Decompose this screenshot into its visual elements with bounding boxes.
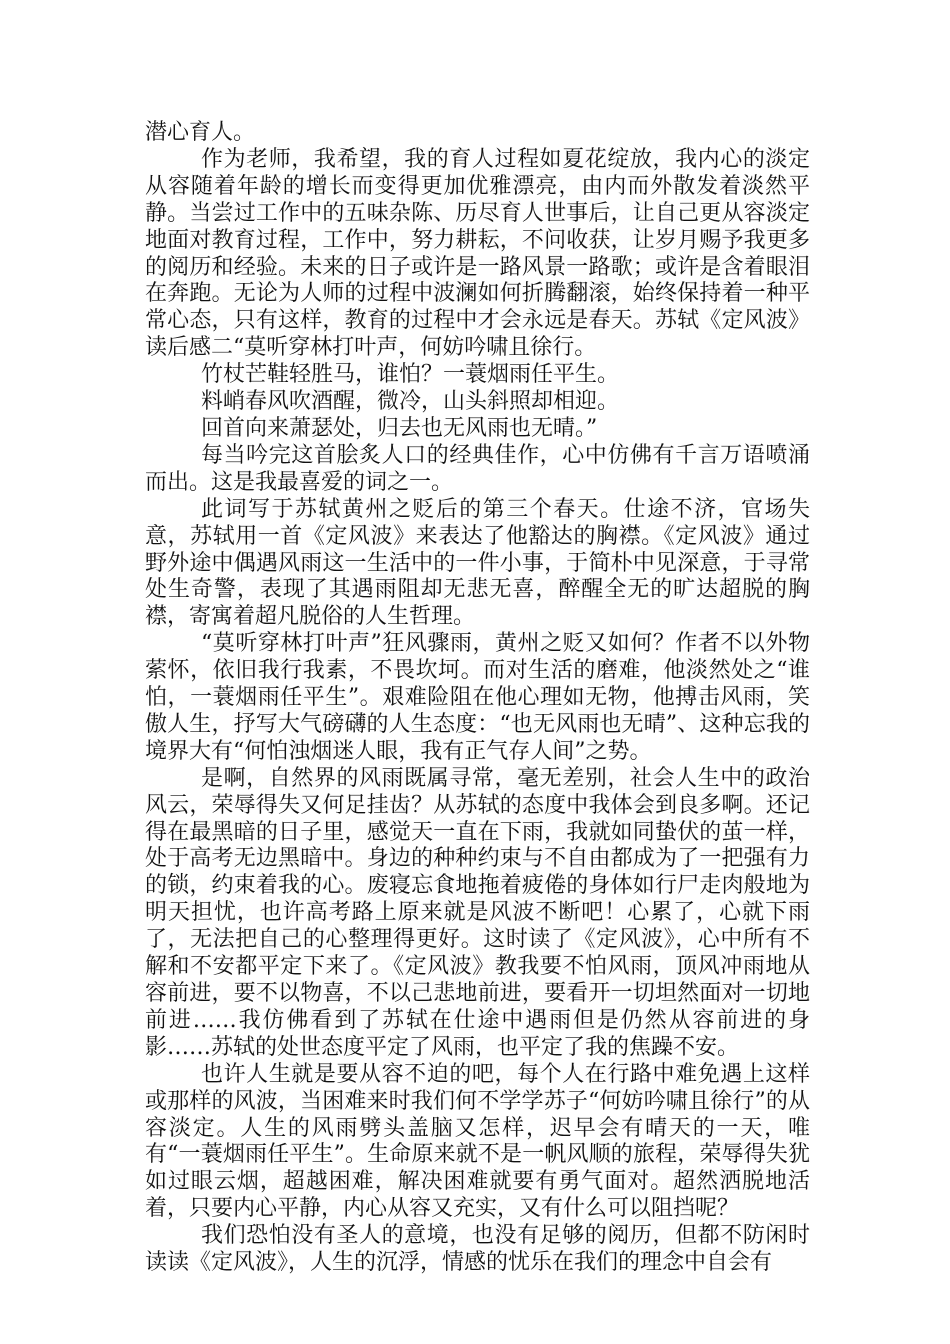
paragraph: 我们恐怕没有圣人的意境，也没有足够的阅历，但都不防闲时读读《定风波》，人生的沉浮，情感的忧乐在我们的理念中自会有 bbox=[145, 1223, 810, 1276]
poem-line: 回首向来萧瑟处，归去也无风雨也无晴。” bbox=[201, 415, 598, 441]
document-body bbox=[145, 120, 810, 1277]
paragraph: 作为老师，我希望，我的育人过程如夏花绽放，我内心的淡定从容随着年龄的增长而变得更加优雅漂亮，由内而外散发着淡然平静。当尝过工作中的五味杂陈、历尽育人世事后，让自己更从容淡定地面对教育过程，工作中，努力耕耘，不问收获，让岁月赐予我更多的阅历和经验。未来的日子或许是一路风景一路歌；或许是含着眼泪在奔跑。无论为人师的过程中波澜如何折腾翻滚，始终保持着一种平常心态，只有这样，教育的过程中才会永远是春天。苏轼《定风波》读后感二“莫听穿林打叶声，何妨吟啸且徐行。 bbox=[145, 146, 810, 361]
paragraph: 也许人生就是要从容不迫的吧，每个人在行路中难免遇上这样或那样的风波，当困难来时我们何不学学苏子“何妨吟啸且徐行”的从容淡定。人生的风雨劈头盖脑又怎样，迟早会有晴天的一天，唯有“一蓑烟雨任平生”。生命原来就不是一帆风顺的旅程，荣辱得失犹如过眼云烟，超越困难，解决困难就要有勇气面对。超然洒脱地活着，只要内心平静，内心从容又充实，又有什么可以阻挡呢？ bbox=[145, 1061, 810, 1222]
poem-line: 竹杖芒鞋轻胜马，谁怕？一蓑烟雨任平生。 bbox=[201, 362, 620, 388]
paragraph: 此词写于苏轼黄州之贬后的第三个春天。仕途不济，官场失意，苏轼用一首《定风波》来表达了他豁达的胸襟。《定风波》通过野外途中偶遇风雨这一生活中的一件小事，于简朴中见深意，于寻常处生奇警，表现了其遇雨阻却无悲无喜，醉醒全无的旷达超脱的胸襟，寄寓着超凡脱俗的人生哲理。 bbox=[145, 496, 810, 630]
paragraph: “莫听穿林打叶声”狂风骤雨，黄州之贬又如何？作者不以外物萦怀，依旧我行我素，不畏坎坷。而对生活的磨难，他淡然处之“谁怕，一蓑烟雨任平生”。艰难险阻在他心理如无物，他搏击风雨，笑傲人生，抒写大气磅礴的人生态度：“也无风雨也无晴”、这种忘我的境界大有“何怕浊烟迷人眼，我有正气存人间”之势。 bbox=[145, 631, 810, 764]
paragraph: 潜心育人。 bbox=[145, 120, 256, 145]
paragraph: 是啊，自然界的风雨既属寻常，毫无差别，社会人生中的政治风云，荣辱得失又何足挂齿？从苏轼的态度中我体会到良多啊。还记得在最黑暗的日子里，感觉天一直在下雨，我就如同蛰伏的茧一样，处于高考无边黑暗中。身边的种种约束与不自由都成为了一把强有力的锁，约束着我的心。废寝忘食地拖着疲倦的身体如行尸走肉般地为明天担忧，也许高考路上原来就是风波不断吧！心累了，心就下雨了，无法把自己的心整理得更好。这时读了《定风波》，心中所有不解和不安都平定下来了。《定风波》教我要不怕风雨，顶风冲雨地从容前进，要不以物喜，不以己悲地前进，要看开一切坦然面对一切地前进……我仿佛看到了苏轼在仕途中遇雨但是仍然从容前进的身影……苏轼的处世态度平定了风雨，也平定了我的焦躁不安。 bbox=[145, 765, 810, 1060]
poem-line: 料峭春风吹酒醒，微冷，山头斜照却相迎。 bbox=[201, 389, 620, 415]
paragraph: 每当吟完这首脍炙人口的经典佳作，心中仿佛有千言万语喷涌而出。这是我最喜爱的词之一。 bbox=[145, 442, 810, 495]
